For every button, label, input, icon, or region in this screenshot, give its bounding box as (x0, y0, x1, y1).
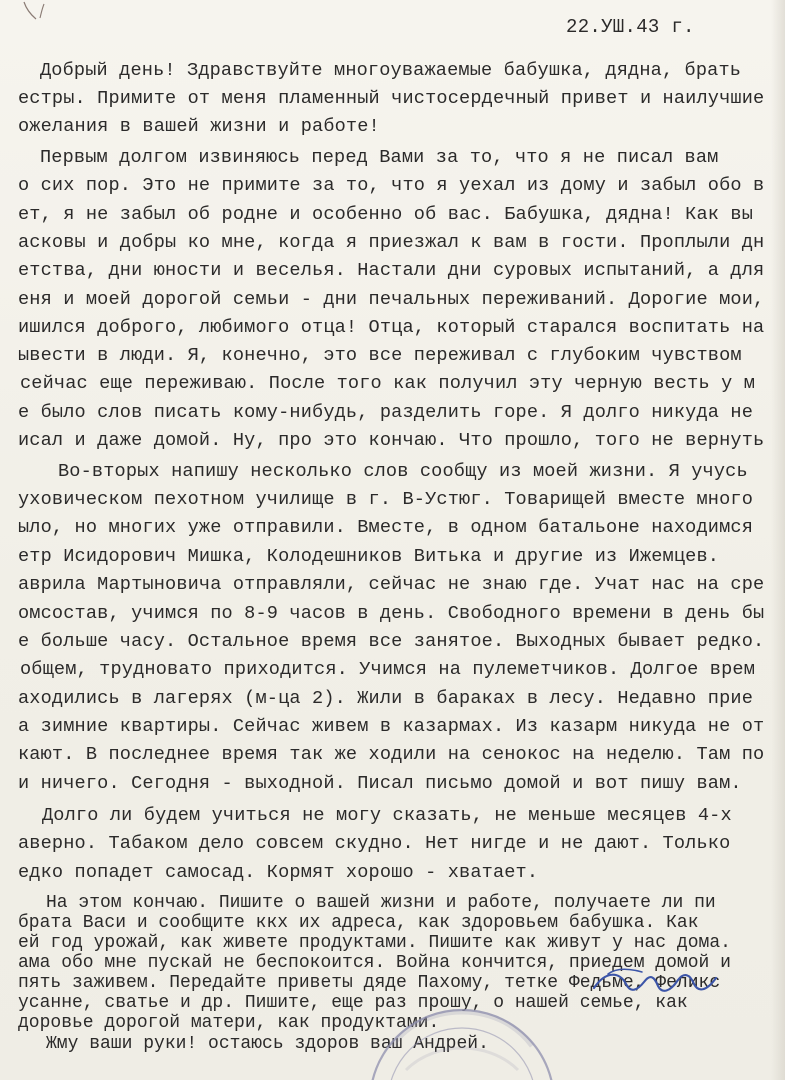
letter-line: исал и даже домой. Ну, про это кончаю. Что прошло, того не вернуть (18, 430, 765, 451)
letter-line: аходились в лагерях (м-ца 2). Жили в бараках в лесу. Недавно прие (18, 688, 754, 709)
letter-line: На этом кончаю. Пишите о вашей жизни и работе, получаете ли пи (46, 893, 716, 913)
letter-line: е было слов писать кому-нибудь, разделить горе. Я долго никуда не (18, 402, 754, 423)
letter-line: едко попадет самосад. Кормят хорошо - хватает. (18, 862, 539, 883)
letter-date: 22.УШ.43 г. (566, 16, 695, 38)
letter-line: а зимние квартиры. Сейчас живем в казармах. Из казарм никуда не от (18, 716, 765, 737)
letter-line: Во-вторых напишу несколько слов сообщу из моей жизни. Я учусь (58, 461, 748, 482)
letter-line: еня и моей дорогой семьи - дни печальных переживаний. Дорогие мои, (18, 289, 765, 310)
letter-line: сейчас еще переживаю. После того как получил эту черную весть у м (20, 373, 756, 394)
letter-line: аверно. Табаком дело совсем скудно. Нет нигде и не дают. Только (18, 833, 731, 854)
letter-line: пять заживем. Передайте приветы дяде Пахому, тетке Федьме, Феликс (18, 973, 721, 993)
letter-line: ет, я не забыл об родне и особенно об вас. Бабушка, дядна! Как вы (18, 204, 754, 225)
letter-line: уховическом пехотном училище в г. В-Устюг. Товарищей вместе много (18, 489, 754, 510)
letter-line: Долго ли будем учиться не могу сказать, не меньше месяцев 4-х (42, 805, 732, 826)
letter-line: естры. Примите от меня пламенный чистосердечный привет и наилучшие (18, 88, 765, 109)
letter-line: асковы и добры ко мне, когда я приезжал к вам в гости. Проплыли дн (18, 232, 765, 253)
letter-line: ожелания в вашей жизни и работе! (18, 116, 380, 137)
letter-line: аврила Мартыновича отправляли, сейчас не знаю где. Учат нас на сре (18, 574, 765, 595)
letter-line: кают. В последнее время так же ходили на сенокос на неделю. Там по (18, 744, 765, 765)
letter-line: общем, трудновато приходится. Учимся на пулеметчиков. Долгое врем (20, 659, 756, 680)
letter-line: доровье дорогой матери, как продуктами. (18, 1013, 440, 1033)
letter-line: и ничего. Сегодня - выходной. Писал письмо домой и вот пишу вам. (18, 773, 742, 794)
handwritten-signature (590, 962, 725, 1002)
paper-edge-shadow (771, 0, 785, 1080)
official-stamp (362, 992, 562, 1080)
letter-line: усанне, сватье и др. Пишите, еще раз прошу, о нашей семье, как (18, 993, 688, 1013)
pencil-mark-icon (18, 0, 58, 30)
letter-line: о сих пор. Это не примите за то, что я уехал из дому и забыл обо в (18, 175, 765, 196)
letter-line: Жму ваши руки! остаюсь здоров ваш Андрей. (46, 1034, 489, 1054)
letter-line: ей год урожай, как живете продуктами. Пишите как живут у нас дома. (18, 933, 731, 953)
letter-line: Первым долгом извиняюсь перед Вами за то, что я не писал вам (40, 147, 719, 168)
letter-line: е больше часу. Остальное время все занятое. Выходных бывает редко. (18, 631, 765, 652)
letter-line: ыло, но многих уже отправили. Вместе, в одном батальоне находимся (18, 517, 754, 538)
letter-line: ишился доброго, любимого отца! Отца, который старался воспитать на (18, 317, 765, 338)
letter-line: омсостав, учимся по 8-9 часов в день. Свободного времени в день бы (18, 603, 765, 624)
letter-line: етр Исидорович Мишка, Колодешников Витька и другие из Ижемцев. (18, 546, 720, 567)
letter-line: ама обо мне пускай не беспокоится. Война кончится, приедем домой и (18, 953, 731, 973)
letter-line: етства, дни юности и веселья. Настали дни суровых испытаний, а для (18, 260, 765, 281)
letter-line: Добрый день! Здравствуйте многоуважаемые бабушка, дядна, брать (40, 60, 742, 81)
letter-line: брата Васи и сообщите ккх их адреса, как здоровьем бабушка. Как (18, 913, 699, 933)
letter-line: ывести в люди. Я, конечно, это все переживал с глубоким чувством (18, 345, 742, 366)
